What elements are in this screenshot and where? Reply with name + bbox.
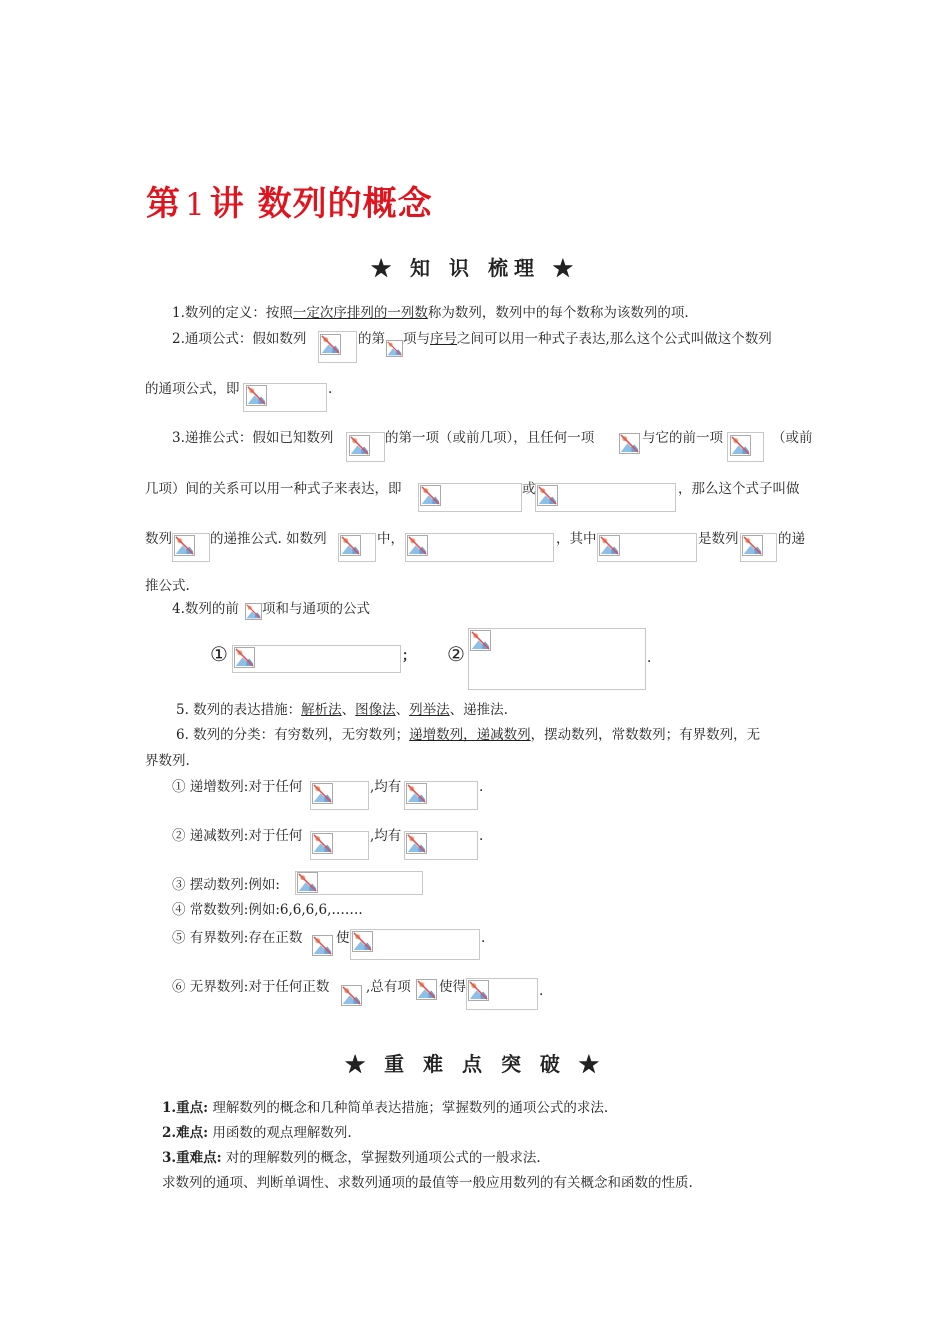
broken-image-icon bbox=[619, 433, 640, 454]
text-fragment: 的通项公式，即 bbox=[145, 381, 240, 397]
broken-image-icon bbox=[406, 833, 427, 854]
broken-image-icon bbox=[420, 485, 441, 506]
text-fragment: 界数列. bbox=[145, 753, 190, 769]
broken-image-icon bbox=[406, 783, 427, 804]
broken-image-icon bbox=[349, 435, 370, 456]
case-increasing: ① 递增数列:对于任何 bbox=[172, 779, 303, 795]
text-fragment: 的递 bbox=[778, 531, 805, 547]
item-recursive: 3.递推公式：假如已知数列 bbox=[172, 430, 334, 446]
text-fragment: . bbox=[647, 650, 652, 666]
case-unbounded: ⑥ 无界数列:对于任何正数 bbox=[172, 979, 330, 995]
text-fragment: 推公式. bbox=[145, 578, 190, 594]
text-fragment: 是数列 bbox=[698, 531, 739, 547]
item-sum-formula: 4.数列的前 bbox=[172, 601, 239, 617]
broken-image-icon bbox=[468, 980, 489, 1001]
broken-image-icon bbox=[599, 535, 620, 556]
broken-image-icon bbox=[312, 783, 333, 804]
text-fragment: 中， bbox=[377, 531, 404, 547]
broken-image-icon bbox=[352, 931, 373, 952]
text-fragment: ，其中 bbox=[556, 531, 597, 547]
text-fragment: 的递推公式. 如数列 bbox=[210, 531, 327, 547]
broken-image-icon bbox=[234, 647, 255, 668]
text-fragment: . bbox=[539, 983, 544, 999]
broken-image-icon bbox=[407, 535, 428, 556]
case-constant: ④ 常数数列:例如:6,6,6,6,……. bbox=[172, 902, 363, 918]
broken-image-icon bbox=[470, 630, 491, 651]
text-fragment: . bbox=[481, 930, 486, 946]
text-fragment: 与它的前一项 bbox=[642, 430, 723, 446]
broken-image-icon bbox=[245, 603, 262, 620]
broken-image-icon bbox=[386, 340, 403, 357]
text-fragment: 使得 bbox=[439, 979, 466, 995]
formula-box bbox=[468, 628, 646, 690]
text-fragment: ,均有 bbox=[370, 779, 402, 795]
text-fragment: 几项）间的关系可以用一种式子来表达，即 bbox=[145, 481, 402, 497]
text-fragment: . bbox=[479, 828, 484, 844]
text-fragment: （或前 bbox=[772, 430, 813, 446]
text-fragment: 项与序号之间可以用一种式子表达,那么这个公式叫做这个数列 bbox=[403, 331, 772, 347]
text-fragment: 的第一项（或前几项），且任何一项 bbox=[385, 430, 595, 446]
item-definition: 1.数列的定义：按照一定次序排列的一列数称为数列，数列中的每个数称为该数列的项. bbox=[172, 305, 689, 321]
text-fragment: 使 bbox=[336, 930, 350, 946]
broken-image-icon bbox=[312, 935, 333, 956]
section-heading-key-points: ★ 重 难 点 突 破 ★ bbox=[345, 1052, 605, 1076]
item-general-term: 2.通项公式：假如数列 bbox=[172, 331, 307, 347]
case-decreasing: ② 递减数列:对于任何 bbox=[172, 828, 303, 844]
broken-image-icon bbox=[246, 385, 267, 406]
broken-image-icon bbox=[730, 435, 751, 456]
text-fragment: . bbox=[479, 779, 484, 795]
text-fragment: 数列 bbox=[145, 531, 172, 547]
broken-image-icon bbox=[297, 872, 318, 893]
broken-image-icon bbox=[340, 535, 361, 556]
text-fragment: ,总有项 bbox=[366, 979, 411, 995]
broken-image-icon bbox=[312, 833, 333, 854]
point-key: 1.重点: 理解数列的概念和几种简单表达措施；掌握数列的通项公式的求法. bbox=[162, 1100, 609, 1116]
circled-two: ② bbox=[447, 642, 465, 666]
page-title: 第 1 讲 数列的概念 bbox=[146, 184, 433, 224]
case-bounded: ⑤ 有界数列:存在正数 bbox=[172, 930, 303, 946]
section-heading-knowledge: ★ 知 识 梳理 ★ bbox=[371, 256, 579, 280]
formula-box bbox=[232, 645, 401, 673]
broken-image-icon bbox=[537, 485, 558, 506]
broken-image-icon bbox=[320, 334, 341, 355]
text-fragment: ,均有 bbox=[370, 828, 402, 844]
broken-image-icon bbox=[742, 535, 763, 556]
point-application: 求数列的通项、判断单调性、求数列通项的最值等一般应用数列的有关概念和函数的性质. bbox=[162, 1175, 693, 1191]
broken-image-icon bbox=[416, 979, 437, 1000]
case-oscillating: ③ 摆动数列:例如: bbox=[172, 877, 280, 893]
text-fragment: . bbox=[328, 381, 333, 397]
broken-image-icon bbox=[174, 535, 195, 556]
point-key-difficult: 3.重难点: 对的理解数列的概念，掌握数列通项公式的一般求法. bbox=[162, 1150, 541, 1166]
item-classification: 6. 数列的分类：有穷数列，无穷数列；递增数列，递减数列，摆动数列，常数数列；有界数列，无 bbox=[176, 727, 761, 743]
text-fragment: 的第 bbox=[358, 331, 385, 347]
text-fragment: ，那么这个式子叫做 bbox=[678, 481, 800, 497]
broken-image-icon bbox=[341, 985, 362, 1006]
point-difficult: 2.难点: 用函数的观点理解数列. bbox=[162, 1125, 352, 1141]
circled-one: ① bbox=[210, 642, 228, 666]
item-representation: 5. 数列的表达措施：解析法、图像法、列举法、递推法. bbox=[176, 702, 508, 718]
separator: ； bbox=[402, 648, 416, 664]
text-fragment: 或 bbox=[522, 481, 536, 497]
text-fragment: 项和与通项的公式 bbox=[262, 601, 370, 617]
